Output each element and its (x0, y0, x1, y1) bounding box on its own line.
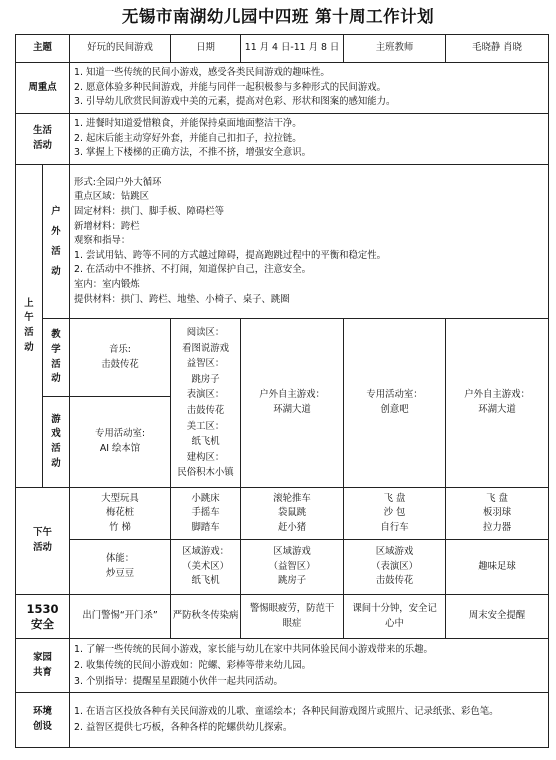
outdoor-line: 固定材料：拱门、脚手板、障碍栏等 (74, 206, 225, 218)
area-line: 看图说游戏 (182, 342, 229, 354)
home-item: 3. 个别指导：提醒星星跟随小伙伴一起共同活动。 (74, 675, 283, 687)
safety-text: 警惕眼疲劳，防范干眼症 (249, 602, 335, 629)
safety-text: 课间十分钟，安全记心中 (352, 602, 437, 629)
afternoon-cell (241, 488, 344, 540)
afternoon-cell (241, 540, 344, 595)
outdoor-content (70, 165, 549, 319)
afternoon-cell (171, 488, 241, 540)
area-line: 益智区： (186, 358, 225, 370)
area-line: 击鼓传花 (186, 405, 225, 416)
home-label-text: 家园共育 (33, 651, 52, 678)
wednesday-line: 专用活动室： (366, 389, 423, 401)
area-line: 纸飞机 (191, 436, 220, 448)
morning-outdoor-row (16, 165, 549, 319)
safety-row (16, 595, 549, 639)
life-row (16, 114, 549, 165)
afternoon-line: 自行车 (380, 521, 409, 533)
thursday-line: 环湖大道 (478, 404, 516, 415)
morning-label-text: 上午活动 (24, 297, 34, 353)
home-item: 1. 了解一些传统的民间小游戏，家长能与幼儿在家中共同体验民间小游戏带来的乐趣。 (74, 643, 433, 655)
games-line: 专用活动室: (94, 428, 146, 440)
safety-cell (344, 595, 446, 639)
outdoor-line: 重点区域：钻跳区 (74, 191, 150, 203)
afternoon-line: 飞 盘 (486, 492, 508, 504)
teaching-line: 击鼓传花 (101, 358, 139, 370)
thursday-line: 户外自主游戏： (464, 389, 530, 401)
env-row (16, 693, 549, 748)
home-label (16, 639, 70, 693)
teaching-label-text: 教学活动 (51, 329, 61, 385)
afternoon-cell (344, 540, 446, 595)
teacher-label: 主班教师 (344, 35, 446, 63)
afternoon-line: 手摇车 (191, 507, 220, 519)
afternoon-line: 竹 梯 (109, 521, 131, 533)
outdoor-line: 提供材料：拱门、跨栏、地垫、小椅子、桌子、跳圈 (74, 293, 290, 305)
safety-cell (70, 595, 171, 639)
tuesday-morning (241, 319, 344, 488)
afternoon-cell (70, 488, 171, 540)
life-item: 1. 进餐时知道爱惜粮食，并能保持桌面地面整洁干净。 (74, 118, 302, 130)
teacher-value: 毛晓静 肖晓 (446, 35, 549, 63)
env-item: 2. 益智区提供七巧板，各种各样的陀螺供幼儿探索。 (74, 722, 293, 733)
afternoon-line: 炒豆豆 (105, 568, 135, 579)
safety-cell (241, 595, 344, 639)
afternoon-line: 拉力器 (482, 521, 512, 533)
week-focus-row (16, 63, 549, 114)
home-item: 2. 收集传统的民间小游戏如：陀螺、彩棒等带来幼儿园。 (74, 659, 311, 671)
afternoon-line: 纸飞机 (191, 575, 220, 587)
tuesday-line: 环湖大道 (273, 404, 311, 415)
document-title: 无锡市南湖幼儿园中四班 第十周工作计划 (121, 7, 435, 26)
afternoon-line: 赶小猪 (277, 521, 307, 533)
afternoon-row-2 (16, 540, 549, 595)
afternoon-line: 区域游戏： (182, 546, 229, 558)
teaching-label (43, 319, 70, 397)
safety-text: 出门警惕“开门杀” (82, 610, 158, 622)
afternoon-label (16, 488, 70, 595)
games-label-text: 游戏活动 (51, 413, 61, 469)
afternoon-line: 大型玩具 (101, 492, 139, 504)
week-focus-content (70, 63, 549, 114)
afternoon-line: 击鼓传花 (375, 575, 414, 587)
afternoon-row-1 (16, 488, 549, 540)
afternoon-line: （益智区） (268, 560, 316, 572)
date-label: 日期 (171, 35, 241, 63)
afternoon-cell (446, 488, 549, 540)
afternoon-line: 脚踏车 (191, 521, 220, 533)
life-label-text: 生活活动 (33, 125, 52, 151)
afternoon-line: （表演区） (371, 560, 418, 572)
afternoon-line: 跳房子 (277, 575, 307, 587)
week-focus-item: 1. 知道一些传统的民间小游戏，感受各类民间游戏的趣味性。 (74, 67, 330, 79)
outdoor-label (43, 165, 70, 319)
afternoon-label-text: 下午活动 (33, 527, 52, 553)
areas-content (171, 319, 241, 488)
area-line: 表演区： (186, 389, 225, 401)
home-row (16, 639, 549, 693)
morning-teaching-row (16, 319, 549, 397)
thursday-morning (446, 319, 549, 488)
week-focus-item: 3. 引导幼儿欣赏民间游戏中美的元素，提高对色彩、形状和图案的感知能力。 (74, 96, 396, 108)
afternoon-line: 板羽球 (482, 507, 512, 519)
safety-text: 严防秋冬传染病 (172, 610, 239, 622)
life-content (70, 114, 549, 165)
week-focus-item: 2. 愿意体验多种民间游戏，并能与同伴一起积极参与多种形式的民间游戏。 (74, 81, 386, 93)
header-row (16, 35, 549, 63)
theme-value: 好玩的民间游戏 (70, 35, 171, 63)
afternoon-line: 滚轮推车 (273, 492, 311, 504)
afternoon-line: 飞 盘 (383, 492, 406, 504)
outdoor-line: 1. 尝试用钻、跨等不同的方式越过障碍，提高跑跳过程中的平衡和稳定性。 (74, 249, 386, 261)
afternoon-line: 区域游戏 (375, 546, 414, 558)
games-label (43, 397, 70, 488)
safety-cell (171, 595, 241, 639)
env-label (16, 693, 70, 748)
afternoon-line: 袋鼠跳 (277, 507, 307, 519)
weekly-plan-table (15, 34, 549, 748)
afternoon-line: 区域游戏 (273, 546, 311, 558)
area-line: 跳房子 (191, 373, 220, 385)
life-label (16, 114, 70, 165)
tuesday-line: 户外自主游戏： (259, 389, 325, 401)
safety-label (16, 595, 70, 639)
afternoon-line: （美术区） (182, 560, 229, 572)
outdoor-line: 2. 在活动中不推挤、不打闹，知道保护自己，注意安全。 (74, 264, 311, 276)
date-value: 11 月 4 日-11 月 8 日 (241, 35, 344, 63)
env-item: 1. 在语言区投放各种有关民间游戏的儿歌、童谣绘本；各种民间游戏图片或照片、记录纸张、彩色笔。 (74, 706, 499, 717)
afternoon-cell (446, 540, 549, 595)
area-line: 民俗积木小镇 (177, 467, 234, 479)
outdoor-line: 室内：室内锻炼 (74, 278, 140, 290)
area-line: 建构区： (186, 451, 225, 463)
wednesday-morning (344, 319, 446, 488)
outdoor-label-text: 户外活动 (51, 205, 61, 277)
afternoon-cell (171, 540, 241, 595)
outdoor-line: 观察和指导： (74, 235, 131, 247)
env-label-text: 环境创设 (33, 706, 52, 732)
afternoon-line: 沙 包 (383, 507, 406, 519)
teaching-content (70, 319, 171, 397)
afternoon-line: 梅花桩 (105, 507, 135, 519)
safety-cell (446, 595, 549, 639)
outdoor-line: 新增材料：跨栏 (74, 220, 140, 232)
area-line: 美工区： (186, 420, 225, 432)
env-content (70, 693, 549, 748)
afternoon-cell (70, 540, 171, 595)
afternoon-line: 趣味足球 (478, 560, 516, 572)
safety-label-text: 1530 安全 (26, 601, 59, 631)
teaching-line: 音乐: (109, 343, 131, 355)
afternoon-line: 小跳床 (191, 492, 220, 504)
afternoon-cell (344, 488, 446, 540)
morning-label (16, 165, 43, 488)
week-focus-label: 周重点 (16, 63, 70, 114)
safety-text: 周末安全提醒 (468, 610, 526, 622)
life-item: 3. 掌握上下楼梯的正确方法，不推不挤，增强安全意识。 (74, 147, 311, 159)
home-content (70, 639, 549, 693)
wednesday-line: 创意吧 (380, 404, 409, 415)
games-line: AI 绘本馆 (99, 443, 141, 454)
afternoon-line: 体能： (105, 553, 135, 565)
area-line: 阅读区： (186, 327, 225, 339)
life-item: 2. 起床后能主动穿好外套，并能自己扣扣子，拉拉链。 (74, 132, 302, 144)
outdoor-line: 形式:全园户外大循环 (74, 176, 162, 188)
theme-label: 主题 (16, 35, 70, 63)
games-content (70, 397, 171, 488)
